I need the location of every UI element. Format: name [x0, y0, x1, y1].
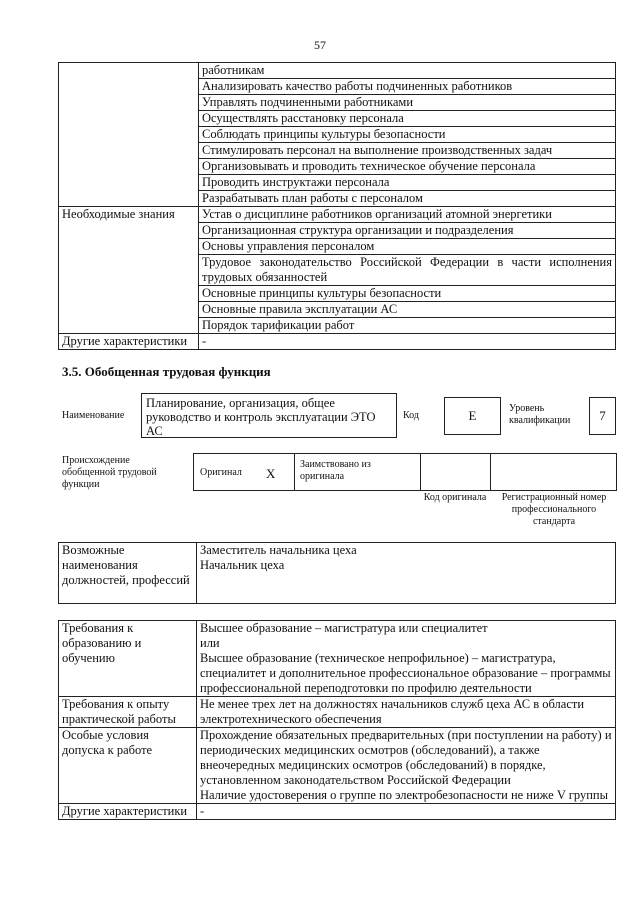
other-characteristics-value: - — [197, 804, 616, 820]
skill-row: Осуществлять расстановку персонала — [199, 111, 616, 127]
experience-value: Не менее трех лет на должностях начальников служб цеха АС в области электротехнического обеспечения — [197, 697, 616, 728]
education-line: или — [200, 636, 220, 650]
divider — [490, 454, 491, 490]
education-value — [197, 621, 616, 697]
knowledge-row: Основные правила эксплуатации АС — [199, 302, 616, 318]
skill-row: Соблюдать принципы культуры безопасности — [199, 127, 616, 143]
skill-row: Управлять подчиненными работниками — [199, 95, 616, 111]
knowledge-row: Трудовое законодательство Российской Федерации в части исполнения трудовых обязанностей — [199, 255, 616, 286]
page-number: 57 — [314, 38, 326, 52]
knowledge-row: Организационная структура организации и подразделения — [199, 223, 616, 239]
name-label: Наименование — [62, 410, 125, 421]
knowledge-row: Порядок тарификации работ — [199, 318, 616, 334]
knowledge-row: Основы управления персоналом — [199, 239, 616, 255]
reg-number-caption: Регистрационный номер профессионального стандарта — [501, 492, 607, 527]
education-line: Высшее образование – магистратура или специалитет — [200, 621, 488, 635]
positions-table — [58, 542, 616, 604]
requirements-table — [58, 620, 616, 820]
divider — [294, 454, 295, 490]
admission-line: Наличие удостоверения о группе по электробезопасности не ниже V группы — [200, 788, 608, 802]
other-characteristics-value: - — [199, 334, 616, 350]
experience-label: Требования к опыту практической работы — [59, 697, 197, 728]
original-label: Оригинал — [200, 467, 242, 478]
code-value: E — [444, 397, 501, 435]
code-original-caption: Код оригинала — [423, 492, 487, 503]
admission-value — [197, 728, 616, 804]
skills-label-cell — [59, 63, 199, 207]
skill-row: Проводить инструктажи персонала — [199, 175, 616, 191]
origin-table — [193, 453, 617, 491]
knowledge-row: Основные принципы культуры безопасности — [199, 286, 616, 302]
other-characteristics-label: Другие характеристики — [59, 334, 199, 350]
admission-line: Прохождение обязательных предварительных (при поступлении на работу) и периодических медицинских осмотров (обследований), а также внеочередных медицинских осмотров (обследований) в порядке, установленном законодательством Российской Федерации — [200, 728, 612, 787]
education-line: Высшее образование (техническое непрофильное) – магистратура, специалитет и дополнительное профессиональное образование – программы профессиональной переподготовки по профилю деятельности — [200, 651, 611, 695]
divider — [420, 454, 421, 490]
positions-values — [197, 543, 616, 604]
original-mark: X — [266, 466, 276, 481]
skills-knowledge-table — [58, 62, 616, 350]
section-title: 3.5. Обобщенная трудовая функция — [62, 364, 271, 379]
knowledge-row: Устав о дисциплине работников организаций атомной энергетики — [199, 207, 616, 223]
admission-label: Особые условия допуска к работе — [59, 728, 197, 804]
positions-label: Возможные наименования должностей, профессий — [59, 543, 197, 604]
origin-label: Происхождение обобщенной трудовой функции — [62, 455, 157, 490]
skill-row: Разрабатывать план работы с персоналом — [199, 191, 616, 207]
level-value: 7 — [589, 397, 616, 435]
function-name-value: Планирование, организация, общее руководство и контроль эксплуатации ЭТО АС — [141, 393, 397, 438]
skill-row: Стимулировать персонал на выполнение производственных задач — [199, 143, 616, 159]
code-label: Код — [403, 410, 419, 421]
level-label: Уровень квалификации — [509, 403, 571, 426]
skill-row: Организовывать и проводить техническое обучение персонала — [199, 159, 616, 175]
skill-row: Анализировать качество работы подчиненных работников — [199, 79, 616, 95]
position-name: Заместитель начальника цеха — [200, 543, 357, 557]
position-name: Начальник цеха — [200, 558, 285, 572]
education-label: Требования к образованию и обучению — [59, 621, 197, 697]
other-characteristics-label: Другие характеристики — [59, 804, 197, 820]
skill-row: работникам — [199, 63, 616, 79]
knowledge-label: Необходимые знания — [59, 207, 199, 334]
borrowed-label: Заимствовано из оригинала — [300, 459, 371, 482]
